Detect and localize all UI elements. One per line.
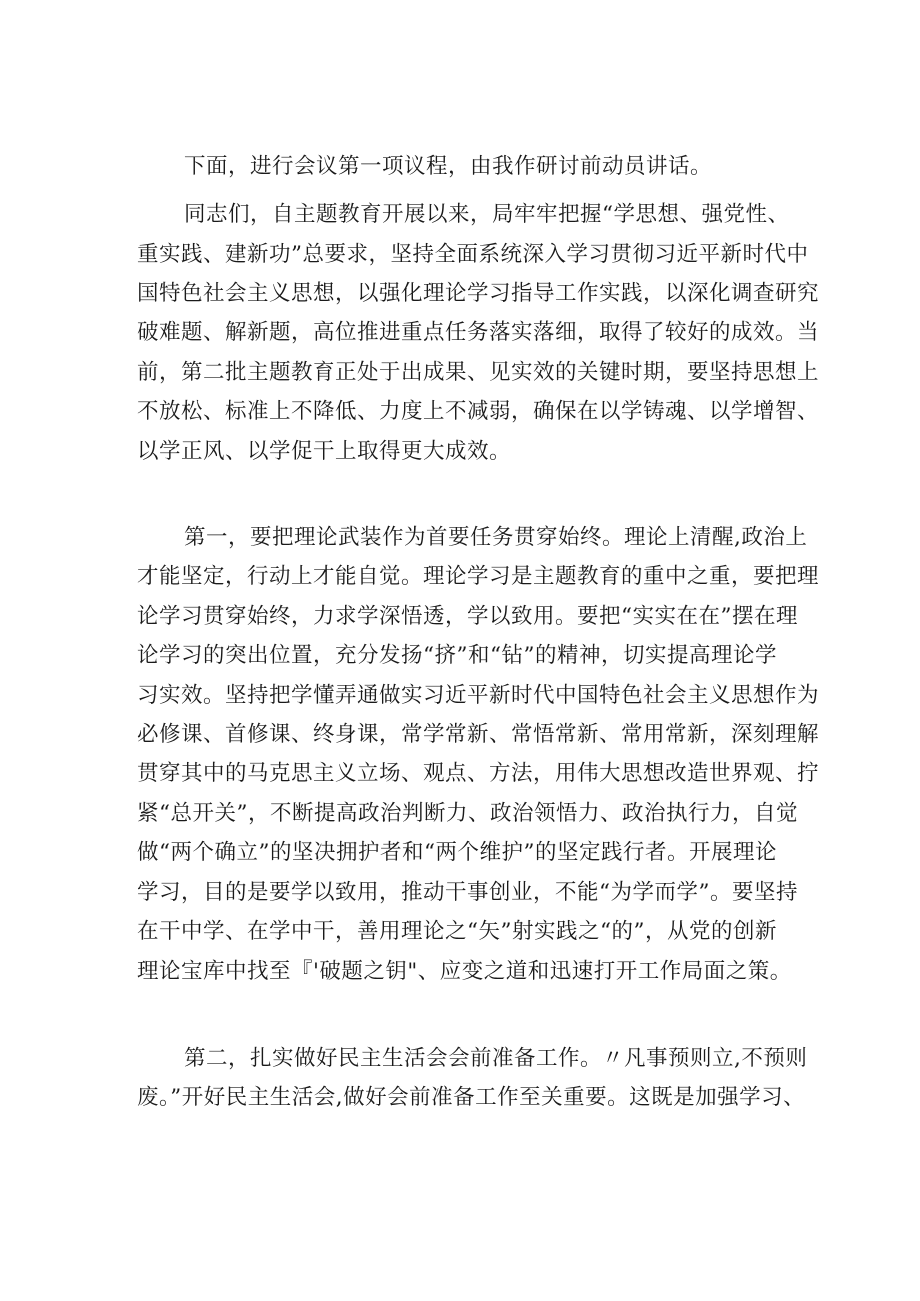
paragraph-line: 理论宝库中找至『'破题之钥"、应变之道和迅速打开工作局面之策。 [137,959,792,984]
paragraph-line: 国特色社会主义思想，以强化理论学习指导工作实践，以深化调查研究 [137,281,820,306]
paragraph-line: 以学正风、以学促干上取得更大成效。 [137,439,512,464]
paragraph-line: 紧“总开关”，不断提高政治判断力、政治领悟力、政治执行力，自觉 [137,801,798,826]
paragraph-line: 学习，目的是要学以致用，推动干事创业，不能“为学而学”。要坚持 [137,880,798,905]
paragraph-first-line: 第二，扎实做好民主生活会会前准备工作。〃凡事预则立,不预则 [184,1046,808,1071]
paragraph-line: 必修课、首修课、终身课，常学常新、常悟常新、常用常新，深刻理解 [137,722,820,747]
paragraph-line: 破难题、解新题，高位推进重点任务落实落细，取得了较好的成效。当 [137,320,820,345]
paragraph-line: 才能坚定，行动上才能自觉。理论学习是主题教育的重中之重，要把理 [137,564,820,589]
paragraph-line: 在干中学、在学中干，善用理论之“矢”射实践之“的”，从党的创新 [137,919,777,944]
paragraph-first-line: 下面，进行会议第一项议程，由我作研讨前动员讲话。 [184,154,713,179]
paragraph-line: 不放松、标准上不降低、力度上不减弱，确保在以学铸魂、以学增智、 [137,399,820,424]
paragraph-line: 贯穿其中的马克思主义立场、观点、方法，用伟大思想改造世界观、拧 [137,761,820,786]
paragraph-first-line: 同志们，自主题教育开展以来，局牢牢把握“学思想、强党性、 [184,202,790,227]
paragraph-line: 论学习贯穿始终，力求学深悟透，学以致用。要把“实实在在”摆在理 [137,604,798,629]
paragraph-line: 废。”开好民主生活会,做好会前准备工作至关重要。这既是加强学习、 [137,1085,806,1110]
paragraph-line: 习实效。坚持把学懂弄通做实习近平新时代中国特色社会主义思想作为 [137,683,820,708]
paragraph-first-line: 第一，要把理论武装作为首要任务贯穿始终。理论上清醒,政治上 [184,525,808,550]
paragraph-line: 重实践、建新功”总要求，坚持全面系统深入学习贯彻习近平新时代中 [137,242,809,267]
paragraph-line: 做“两个确立”的坚决拥护者和“两个维护”的坚定践行者。开展理论 [137,840,777,865]
paragraph-line: 前，第二批主题教育正处于出成果、见实效的关键时期，要坚持思想上 [137,360,820,385]
paragraph-line: 论学习的突出位置，充分发扬“挤”和“钻”的精神，切实提高理论学 [137,643,777,668]
